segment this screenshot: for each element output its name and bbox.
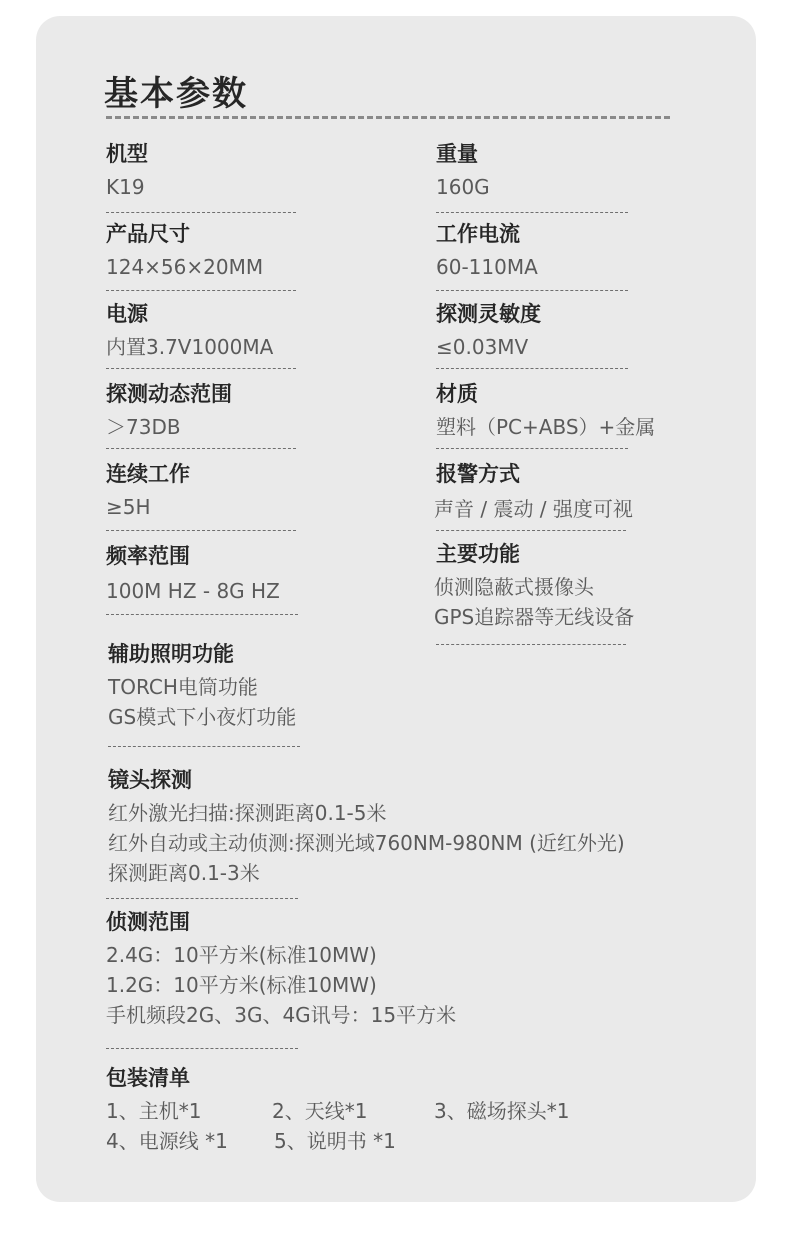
spec-label-current: 工作电流 — [436, 222, 520, 246]
spec-value-power: 内置3.7V1000MA — [106, 335, 274, 359]
spec-value-size: 124×56×20MM — [106, 255, 264, 279]
spec-value-lens-detection-line: 红外自动或主动侦测:探测光域760NM-980NM (近红外光) — [108, 831, 625, 855]
divider — [436, 644, 626, 645]
spec-value-current: 60-110MA — [436, 255, 538, 279]
spec-label-frequency-range: 频率范围 — [106, 544, 190, 568]
divider — [436, 290, 628, 291]
spec-value-detection-range-line: 手机频段2G、3G、4G讯号：15平方米 — [106, 1003, 457, 1027]
divider — [108, 746, 300, 747]
divider — [436, 212, 628, 213]
spec-value-material: 塑料（PC+ABS）+金属 — [436, 415, 656, 439]
spec-value-main-function-line: GPS追踪器等无线设备 — [434, 605, 635, 629]
package-item: 5、说明书 *1 — [274, 1129, 396, 1153]
divider — [106, 530, 296, 531]
spec-value-sensitivity: ≤0.03MV — [436, 335, 529, 359]
spec-label-continuous-work: 连续工作 — [106, 462, 190, 486]
divider — [106, 448, 296, 449]
spec-label-package-list: 包装清单 — [106, 1066, 190, 1090]
spec-value-frequency-range: 100M HZ - 8G HZ — [106, 579, 280, 603]
divider — [106, 898, 298, 899]
package-item: 3、磁场探头*1 — [434, 1099, 570, 1123]
divider — [106, 1048, 298, 1049]
spec-label-alarm-mode: 报警方式 — [436, 462, 520, 486]
package-item: 4、电源线 *1 — [106, 1129, 228, 1153]
divider — [106, 368, 296, 369]
page-title: 基本参数 — [104, 74, 248, 114]
spec-value-lens-detection-line: 红外激光扫描:探测距离0.1-5米 — [108, 801, 387, 825]
spec-value-main-function-line: 侦测隐蔽式摄像头 — [434, 575, 594, 599]
spec-value-lighting-line: TORCH电筒功能 — [108, 675, 258, 699]
spec-label-lens-detection: 镜头探测 — [108, 768, 192, 792]
spec-value-lighting-line: GS模式下小夜灯功能 — [108, 705, 297, 729]
spec-label-detection-range: 侦测范围 — [106, 910, 190, 934]
spec-label-size: 产品尺寸 — [106, 222, 190, 246]
spec-label-lighting: 辅助照明功能 — [108, 642, 234, 666]
spec-value-weight: 160G — [436, 175, 490, 199]
spec-label-sensitivity: 探测灵敏度 — [436, 302, 541, 326]
spec-value-model: K19 — [106, 175, 145, 199]
spec-label-dynamic-range: 探测动态范围 — [106, 382, 232, 406]
divider — [106, 290, 296, 291]
spec-label-material: 材质 — [436, 382, 478, 406]
divider — [106, 614, 298, 615]
title-divider — [106, 116, 670, 119]
spec-value-detection-range-line: 1.2G：10平方米(标准10MW) — [106, 973, 377, 997]
divider — [436, 448, 628, 449]
spec-value-detection-range-line: 2.4G：10平方米(标准10MW) — [106, 943, 377, 967]
spec-value-dynamic-range: ＞73DB — [106, 415, 181, 439]
divider — [436, 368, 628, 369]
spec-label-weight: 重量 — [436, 142, 478, 166]
spec-label-main-function: 主要功能 — [436, 542, 520, 566]
spec-label-power: 电源 — [106, 302, 148, 326]
divider — [436, 530, 626, 531]
spec-value-lens-detection-line: 探测距离0.1-3米 — [108, 861, 260, 885]
spec-value-alarm-mode: 声音 / 震动 / 强度可视 — [434, 497, 633, 521]
spec-value-continuous-work: ≥5H — [106, 495, 151, 519]
spec-label-model: 机型 — [106, 142, 148, 166]
divider — [106, 212, 296, 213]
package-item: 1、主机*1 — [106, 1099, 202, 1123]
package-item: 2、天线*1 — [272, 1099, 368, 1123]
